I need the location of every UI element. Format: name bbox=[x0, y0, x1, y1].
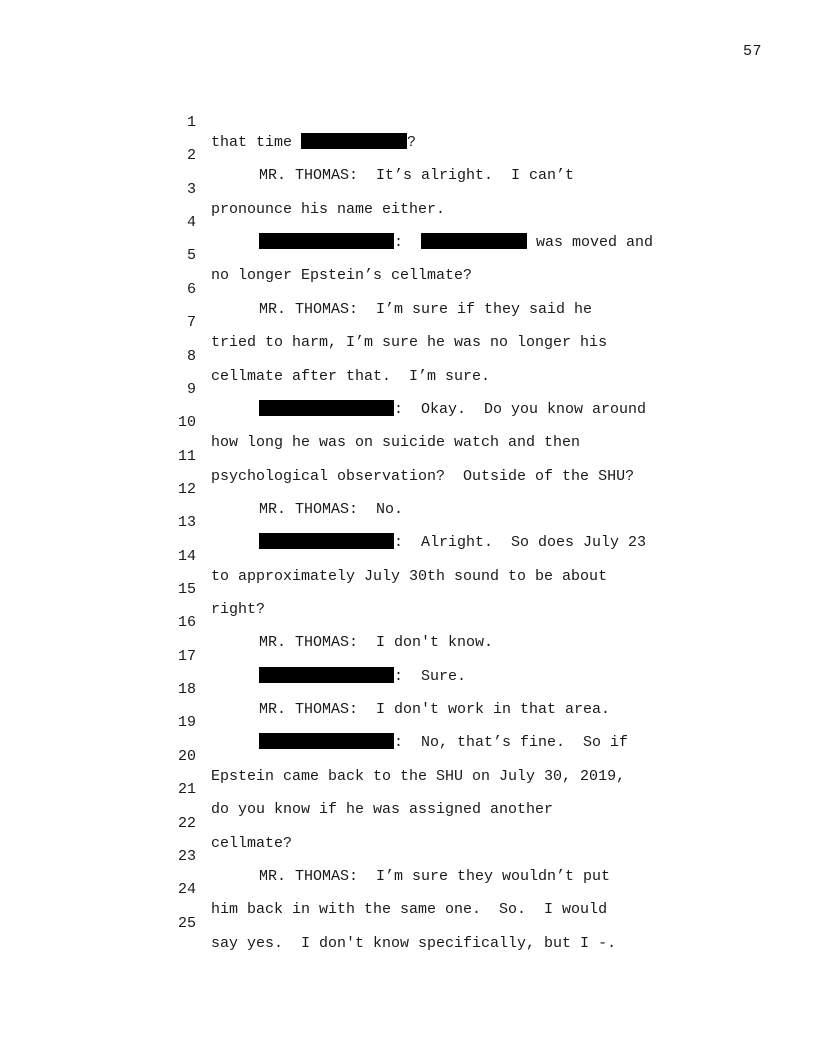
line-number: 13 bbox=[177, 514, 196, 532]
page-number: 57 bbox=[742, 43, 762, 60]
transcript-line bbox=[0, 894, 816, 952]
transcript-line bbox=[0, 693, 816, 752]
transcript-line bbox=[0, 427, 816, 485]
line-text: say yes. I don't know specifically, but I -. bbox=[211, 934, 617, 952]
transcript-line bbox=[0, 660, 816, 719]
line-text: cellmate after that. I’m sure. bbox=[211, 367, 491, 385]
line-text-segment: MR. THOMAS: I don't work in that area. bbox=[259, 701, 611, 719]
line-text: no longer Epstein’s cellmate? bbox=[211, 267, 473, 285]
line-text: to approximately July 30th sound to be about bbox=[211, 567, 608, 585]
line-text: cellmate? bbox=[211, 834, 293, 852]
line-text: tried to harm, I’m sure he was no longer his bbox=[211, 334, 608, 352]
line-number: 10 bbox=[177, 414, 196, 432]
line-number: 23 bbox=[177, 847, 196, 865]
line-text: right? bbox=[211, 601, 266, 619]
line-text-segment: MR. THOMAS: It’s alright. I can’t bbox=[259, 167, 575, 185]
line-text: do you know if he was assigned another bbox=[211, 801, 554, 819]
line-number: 22 bbox=[177, 814, 196, 832]
line-number: 24 bbox=[177, 881, 196, 899]
line-number: 6 bbox=[186, 280, 196, 298]
line-text: pronounce his name either. bbox=[211, 200, 446, 218]
line-text-segment: : bbox=[394, 234, 422, 252]
transcript-line bbox=[0, 827, 816, 885]
transcript-line bbox=[0, 260, 816, 318]
transcript-line bbox=[0, 93, 816, 151]
transcript-line bbox=[0, 727, 816, 785]
line-number: 11 bbox=[177, 447, 196, 465]
line-number: 14 bbox=[177, 547, 196, 565]
line-number: 4 bbox=[186, 214, 196, 232]
transcript-line bbox=[0, 393, 816, 452]
transcript-line bbox=[0, 360, 816, 418]
transcript-line bbox=[0, 460, 816, 518]
line-text-segment: MR. THOMAS: I’m sure they wouldn’t put bbox=[259, 867, 611, 885]
line-text-segment: was moved and bbox=[527, 234, 654, 252]
line-text: psychological observation? Outside of the SHU? bbox=[211, 467, 635, 485]
transcript-line bbox=[0, 860, 816, 919]
transcript-line bbox=[0, 560, 816, 619]
transcript-line bbox=[0, 493, 816, 552]
line-number: 15 bbox=[177, 581, 196, 599]
line-number: 5 bbox=[186, 247, 196, 265]
transcript-line bbox=[0, 527, 816, 585]
line-number: 21 bbox=[177, 781, 196, 799]
line-number: 20 bbox=[177, 747, 196, 765]
transcript-body bbox=[0, 93, 816, 952]
transcript-line bbox=[0, 327, 816, 385]
line-number: 1 bbox=[186, 114, 196, 131]
line-text-segment: MR. THOMAS: I’m sure if they said he bbox=[259, 300, 593, 318]
line-text: Epstein came back to the SHU on July 30, 2019, bbox=[211, 767, 626, 785]
line-text-segment: : Alright. So does July 23 bbox=[394, 534, 647, 552]
line-number: 9 bbox=[186, 380, 196, 398]
line-text: him back in with the same one. So. I would bbox=[211, 901, 608, 919]
line-text-segment: ? bbox=[407, 134, 417, 151]
transcript-line bbox=[0, 627, 816, 685]
line-text-segment: MR. THOMAS: No. bbox=[259, 500, 404, 518]
line-text-segment: that time bbox=[211, 134, 302, 151]
transcript-line bbox=[0, 593, 816, 652]
transcript-line bbox=[0, 794, 816, 852]
line-number: 19 bbox=[177, 714, 196, 732]
transcript-line bbox=[0, 126, 816, 185]
line-number: 18 bbox=[177, 681, 196, 699]
line-number: 2 bbox=[186, 147, 196, 165]
line-number: 17 bbox=[177, 647, 196, 665]
transcript-line bbox=[0, 226, 816, 285]
line-number: 8 bbox=[186, 347, 196, 365]
transcript-line bbox=[0, 193, 816, 252]
line-number: 3 bbox=[186, 180, 196, 198]
line-text-segment: : Sure. bbox=[394, 667, 467, 685]
line-number: 7 bbox=[186, 314, 196, 332]
transcript-line bbox=[0, 760, 816, 819]
line-number: 12 bbox=[177, 480, 196, 498]
line-text-segment: : Okay. Do you know around bbox=[394, 400, 647, 418]
transcript-line bbox=[0, 160, 816, 218]
line-number: 16 bbox=[177, 614, 196, 632]
transcript-line bbox=[0, 293, 816, 352]
line-text-segment: MR. THOMAS: I don't know. bbox=[259, 634, 494, 652]
line-text: how long he was on suicide watch and then bbox=[211, 434, 581, 452]
line-number: 25 bbox=[177, 914, 196, 932]
line-text-segment: : No, that’s fine. So if bbox=[394, 734, 629, 752]
